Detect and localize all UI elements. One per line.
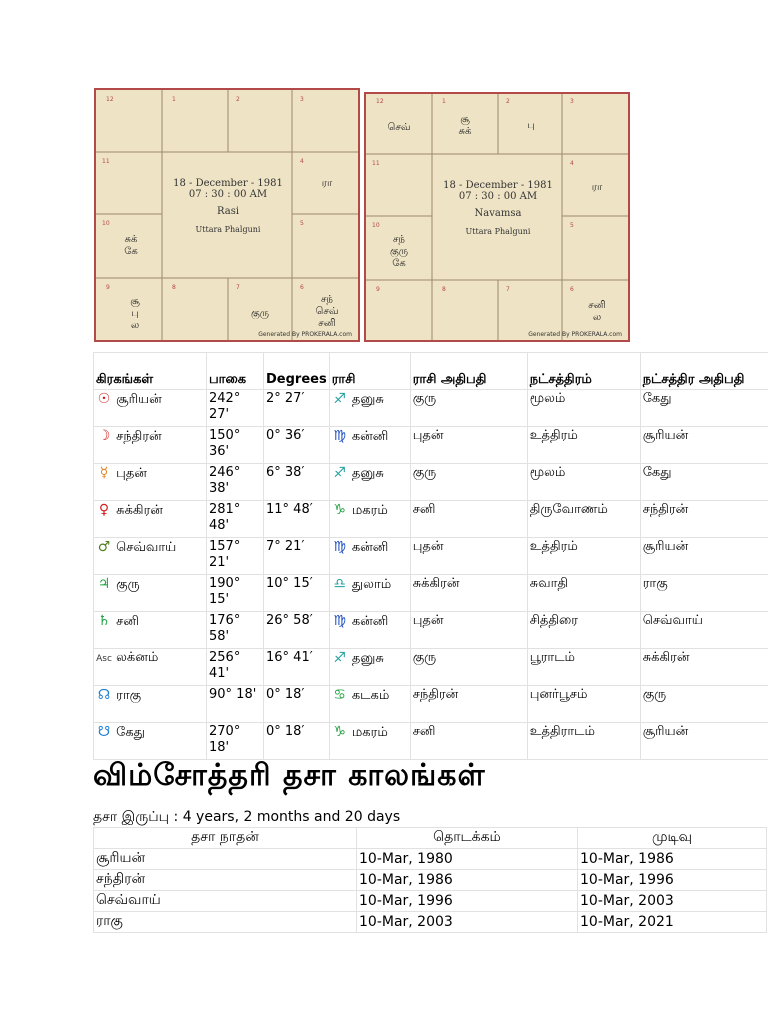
- house-number: 5: [300, 220, 304, 227]
- star-cell: மூலம்: [527, 464, 640, 501]
- house-number: 6: [570, 286, 574, 293]
- rasi-chart: [94, 88, 360, 342]
- zodiac-sign-icon: ♍: [333, 539, 346, 555]
- planet-cell: [94, 649, 207, 686]
- house-number: 8: [442, 286, 446, 293]
- position-cell: 190° 15': [207, 575, 264, 612]
- table-row: [94, 464, 768, 501]
- dasa-section-title: விம்சோத்தரி தசா காலங்கள்: [93, 758, 486, 793]
- star-lord-cell: செவ்வாய்: [640, 612, 768, 649]
- table-row: [94, 870, 767, 891]
- jupiter-icon: ♃: [97, 576, 111, 592]
- dasa-start-cell: 10-Mar, 1980: [357, 849, 578, 870]
- zodiac-sign-icon: ♑: [333, 502, 346, 518]
- position-cell: 242° 27': [207, 390, 264, 427]
- sign-lord-cell: புதன்: [410, 612, 527, 649]
- chart-time: 07 : 30 : 00 AM: [458, 191, 538, 202]
- sun-icon: ☉: [97, 391, 111, 407]
- star-lord-cell: சந்திரன்: [640, 501, 768, 538]
- star-cell: உத்திரம்: [527, 538, 640, 575]
- col-header: ராசி அதிபதி: [410, 353, 527, 390]
- table-row: [94, 849, 767, 870]
- star-lord-cell: சுக்கிரன்: [640, 649, 768, 686]
- col-header: தொடக்கம்: [357, 828, 578, 849]
- zodiac-sign-icon: ♋: [333, 687, 346, 703]
- sign-name: கன்னி: [351, 429, 389, 444]
- sign-cell: [329, 501, 410, 538]
- house-number: 10: [372, 222, 380, 229]
- planet-cell: [94, 538, 207, 575]
- col-header: முடிவு: [578, 828, 767, 849]
- house-number: 12: [106, 96, 114, 103]
- house-number: 10: [102, 220, 110, 227]
- chart-center-info: [432, 180, 564, 236]
- table-row: [94, 538, 768, 575]
- planet-name: புதன்: [116, 466, 147, 481]
- position-cell: 270° 18': [207, 723, 264, 760]
- star-cell: பூராடம்: [527, 649, 640, 686]
- star-cell: சித்திரை: [527, 612, 640, 649]
- star-lord-cell: ராகு: [640, 575, 768, 612]
- sign-name: தனுசு: [351, 466, 384, 481]
- table-row: [94, 686, 768, 723]
- zodiac-sign-icon: ♐: [333, 650, 346, 666]
- chart-date: 18 - December - 1981: [443, 180, 553, 191]
- house-number: 9: [106, 284, 110, 291]
- house-number: 1: [442, 98, 446, 105]
- col-header: நட்சத்திரம்: [527, 353, 640, 390]
- house-number: 4: [300, 158, 304, 165]
- position-cell: 176° 58': [207, 612, 264, 649]
- star-cell: புனர்பூசம்: [527, 686, 640, 723]
- star-cell: உத்திராடம்: [527, 723, 640, 760]
- house-planets: செவ்: [387, 122, 411, 133]
- dasa-lord-cell: சந்திரன்: [94, 870, 357, 891]
- star-lord-cell: குரு: [640, 686, 768, 723]
- navamsa-chart: [364, 92, 630, 342]
- degree-cell: 0° 36′: [264, 427, 330, 464]
- house-planets: சனி ல: [588, 300, 606, 323]
- zodiac-sign-icon: ♐: [333, 391, 346, 407]
- sign-cell: [329, 723, 410, 760]
- moon-icon: ☽: [97, 428, 111, 444]
- star-cell: திருவோணம்: [527, 501, 640, 538]
- position-cell: 157° 21': [207, 538, 264, 575]
- sign-name: துலாம்: [351, 577, 392, 592]
- planet-cell: [94, 501, 207, 538]
- house-number: 6: [300, 284, 304, 291]
- planet-cell: [94, 686, 207, 723]
- sign-name: மகரம்: [351, 725, 388, 740]
- generated-credit: Generated By PROKERALA.com: [258, 331, 352, 338]
- dasa-end-cell: 10-Mar, 1986: [578, 849, 767, 870]
- degree-cell: 0° 18′: [264, 723, 330, 760]
- house-planets: பு: [527, 120, 535, 131]
- planet-name: சந்திரன்: [116, 429, 162, 444]
- rahu-icon: ☊: [97, 687, 111, 703]
- planet-cell: [94, 612, 207, 649]
- table-header-row: [94, 353, 768, 390]
- sign-cell: [329, 575, 410, 612]
- col-header: கிரகங்கள்: [94, 353, 207, 390]
- degree-cell: 10° 15′: [264, 575, 330, 612]
- table-row: [94, 891, 767, 912]
- house-number: 11: [372, 160, 380, 167]
- dasa-table: [93, 827, 767, 933]
- house-number: 1: [172, 96, 176, 103]
- sign-lord-cell: புதன்: [410, 427, 527, 464]
- ketu-icon: ☋: [97, 724, 111, 740]
- position-cell: 281° 48': [207, 501, 264, 538]
- star-lord-cell: கேது: [640, 464, 768, 501]
- sign-name: கடகம்: [351, 688, 390, 703]
- position-cell: 246° 38': [207, 464, 264, 501]
- house-planets: சந் செவ் சனி: [315, 294, 339, 329]
- chart-time: 07 : 30 : 00 AM: [188, 189, 268, 200]
- saturn-icon: ♄: [97, 613, 111, 629]
- degree-cell: 0° 18′: [264, 686, 330, 723]
- dasa-balance-label: தசா இருப்பு :: [93, 809, 183, 825]
- table-row: [94, 390, 768, 427]
- chart-name: Rasi: [216, 206, 240, 217]
- sign-lord-cell: சனி: [410, 723, 527, 760]
- dasa-end-cell: 10-Mar, 2021: [578, 912, 767, 933]
- house-planets: சூ சுக்: [458, 114, 472, 137]
- house-planets: சந் குரு கே: [389, 234, 409, 269]
- generated-credit: Generated By PROKERALA.com: [528, 331, 622, 338]
- planet-name: லக்னம்: [116, 650, 159, 665]
- venus-icon: ♀: [98, 502, 110, 518]
- house-planets: சுக் கே: [124, 234, 138, 257]
- dasa-start-cell: 10-Mar, 1986: [357, 870, 578, 891]
- star-cell: சுவாதி: [527, 575, 640, 612]
- col-header: ராசி: [329, 353, 410, 390]
- planet-cell: [94, 464, 207, 501]
- dasa-lord-cell: சூரியன்: [94, 849, 357, 870]
- zodiac-sign-icon: ♍: [333, 613, 346, 629]
- sign-name: கன்னி: [351, 614, 389, 629]
- house-number: 7: [506, 286, 510, 293]
- house-number: 5: [570, 222, 574, 229]
- sign-cell: [329, 686, 410, 723]
- zodiac-sign-icon: ♐: [333, 465, 346, 481]
- house-number: 7: [236, 284, 240, 291]
- house-number: 9: [376, 286, 380, 293]
- planet-name: சுக்கிரன்: [116, 503, 163, 518]
- house-number: 12: [376, 98, 384, 105]
- sign-lord-cell: சந்திரன்: [410, 686, 527, 723]
- degree-cell: 6° 38′: [264, 464, 330, 501]
- zodiac-sign-icon: ♍: [333, 428, 346, 444]
- star-cell: மூலம்: [527, 390, 640, 427]
- star-cell: உத்திரம்: [527, 427, 640, 464]
- chart-star: Uttara Phalguni: [465, 227, 531, 236]
- sign-name: தனுசு: [351, 392, 384, 407]
- house-number: 8: [172, 284, 176, 291]
- planet-cell: [94, 427, 207, 464]
- sign-lord-cell: சுக்கிரன்: [410, 575, 527, 612]
- position-cell: 150° 36': [207, 427, 264, 464]
- planet-name: செவ்வாய்: [116, 540, 177, 555]
- house-planets: குரு: [250, 308, 270, 319]
- zodiac-sign-icon: ♎: [333, 576, 346, 592]
- sign-lord-cell: புதன்: [410, 538, 527, 575]
- sign-cell: [329, 538, 410, 575]
- col-header: Degrees: [264, 353, 330, 390]
- degree-cell: 26° 58′: [264, 612, 330, 649]
- planet-cell: [94, 390, 207, 427]
- table-row: [94, 912, 767, 933]
- planet-cell: [94, 723, 207, 760]
- table-row: [94, 501, 768, 538]
- dasa-end-cell: 10-Mar, 2003: [578, 891, 767, 912]
- sign-cell: [329, 427, 410, 464]
- mars-icon: ♂: [97, 539, 111, 555]
- table-row: [94, 612, 768, 649]
- house-number: 11: [102, 158, 110, 165]
- sign-name: மகரம்: [351, 503, 388, 518]
- planet-name: ராகு: [116, 688, 142, 703]
- star-lord-cell: சூரியன்: [640, 427, 768, 464]
- table-row: [94, 723, 768, 760]
- house-number: 3: [570, 98, 574, 105]
- chart-name: Navamsa: [474, 208, 522, 219]
- planet-name: கேது: [116, 725, 145, 740]
- sign-name: கன்னி: [351, 540, 389, 555]
- house-planets: ரா: [591, 182, 603, 193]
- degree-cell: 16° 41′: [264, 649, 330, 686]
- dasa-end-cell: 10-Mar, 1996: [578, 870, 767, 891]
- zodiac-sign-icon: ♑: [333, 724, 346, 740]
- planet-name: சூரியன்: [116, 392, 162, 407]
- degree-cell: 11° 48′: [264, 501, 330, 538]
- col-header: நட்சத்திர அதிபதி: [640, 353, 768, 390]
- dasa-balance: [93, 809, 400, 827]
- sign-lord-cell: சனி: [410, 501, 527, 538]
- col-header: பாகை: [207, 353, 264, 390]
- position-cell: 90° 18': [207, 686, 264, 723]
- chart-star: Uttara Phalguni: [195, 225, 261, 234]
- house-number: 2: [236, 96, 240, 103]
- col-header: தசா நாதன்: [94, 828, 357, 849]
- dasa-lord-cell: ராகு: [94, 912, 357, 933]
- position-cell: 256° 41': [207, 649, 264, 686]
- house-planets: சூ பு ல: [130, 296, 140, 331]
- degree-cell: 7° 21′: [264, 538, 330, 575]
- star-lord-cell: சூரியன்: [640, 538, 768, 575]
- sign-cell: [329, 390, 410, 427]
- planet-positions-table: [93, 352, 768, 760]
- table-row: [94, 575, 768, 612]
- table-header-row: [94, 828, 767, 849]
- planet-name: குரு: [116, 577, 140, 592]
- house-number: 4: [570, 160, 574, 167]
- degree-cell: 2° 27′: [264, 390, 330, 427]
- house-number: 3: [300, 96, 304, 103]
- table-row: [94, 427, 768, 464]
- star-lord-cell: சூரியன்: [640, 723, 768, 760]
- ascendant-icon: Asc: [96, 654, 112, 664]
- planet-cell: [94, 575, 207, 612]
- dasa-start-cell: 10-Mar, 2003: [357, 912, 578, 933]
- sign-lord-cell: குரு: [410, 464, 527, 501]
- table-row: [94, 649, 768, 686]
- sign-lord-cell: குரு: [410, 649, 527, 686]
- sign-lord-cell: குரு: [410, 390, 527, 427]
- chart-date: 18 - December - 1981: [173, 178, 283, 189]
- house-number: 2: [506, 98, 510, 105]
- dasa-start-cell: 10-Mar, 1996: [357, 891, 578, 912]
- planet-name: சனி: [116, 614, 139, 629]
- dasa-balance-value: 4 years, 2 months and 20 days: [182, 809, 401, 825]
- mercury-icon: ☿: [99, 465, 109, 481]
- chart-center-info: [162, 178, 294, 234]
- star-lord-cell: கேது: [640, 390, 768, 427]
- sign-cell: [329, 464, 410, 501]
- sign-name: தனுசு: [351, 651, 384, 666]
- dasa-lord-cell: செவ்வாய்: [94, 891, 357, 912]
- sign-cell: [329, 612, 410, 649]
- house-planets: ரா: [321, 178, 333, 189]
- sign-cell: [329, 649, 410, 686]
